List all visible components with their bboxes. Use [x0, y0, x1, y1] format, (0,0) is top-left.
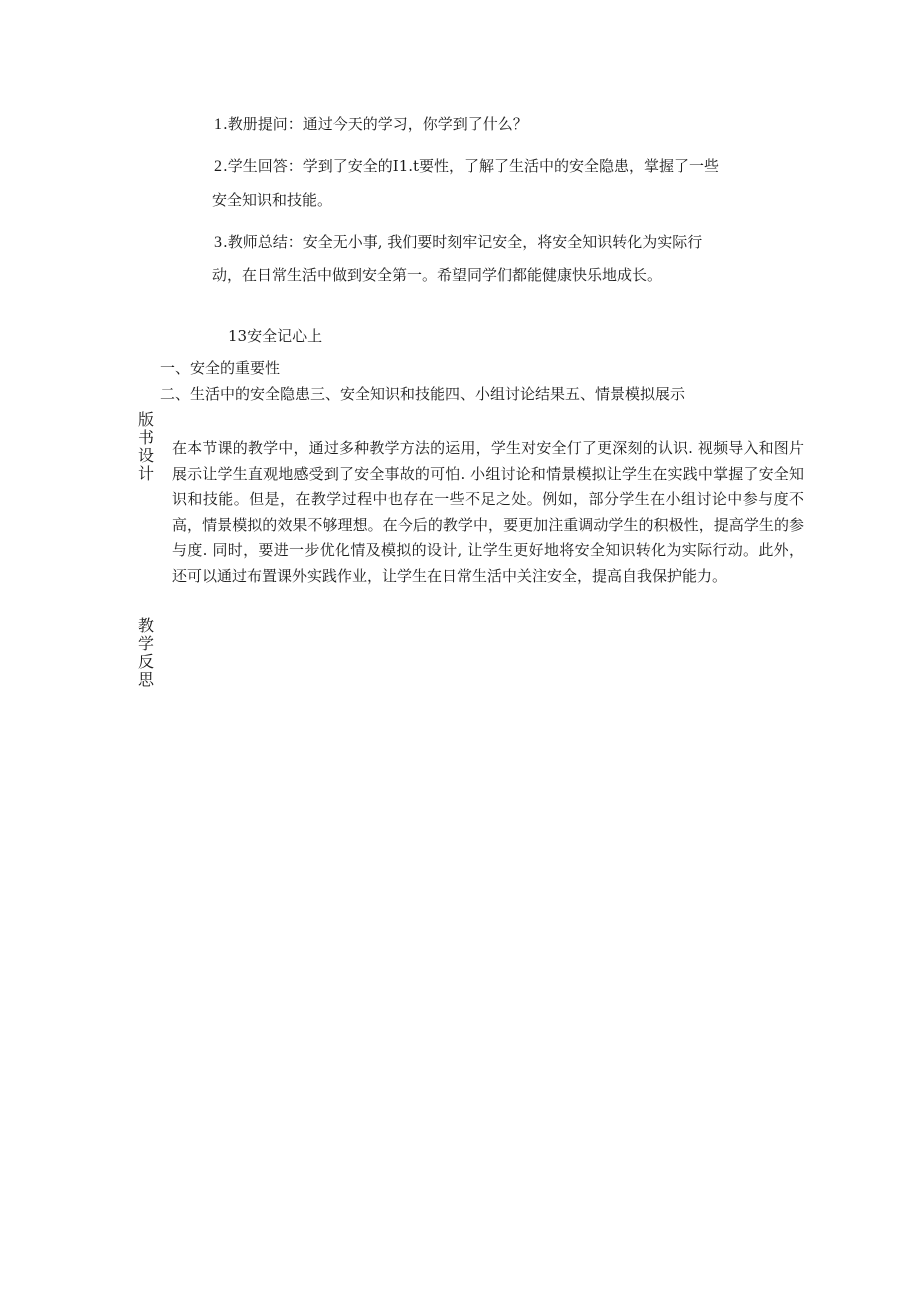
- process-item-number: 3: [214, 234, 222, 251]
- board-item-1: 一、安全的重要性: [160, 359, 281, 377]
- process-item-text: .教师总结：安全无小事, 我们要时刻牢记安全，将安全知识转化为实际行: [223, 233, 703, 251]
- process-item-text: .教册提问：通过今天的学习，你学到了什么？: [223, 115, 528, 133]
- process-item-text: .学生回答：学到了安全的I1.t要性，了解了生活中的安全隐患，掌握了一些: [223, 157, 720, 175]
- reflection-label: 教学反思: [137, 616, 154, 689]
- board-title: 13安全记心上: [228, 327, 323, 345]
- process-item-3-continuation: [212, 265, 662, 285]
- process-item-3: [214, 232, 702, 253]
- process-item-2: [214, 156, 719, 177]
- process-item-number: 1: [214, 116, 222, 133]
- process-item-1: [214, 114, 528, 135]
- reflection-text: 在本节课的教学中，通过多种教学方法的运用，学生对安全仃了更深刻的认识. 视频导入和图片展示让学生直观地感受到了安全事故的可怕. 小组讨论和情景模拟让学生在实践中掌握了安全知识和技能。但是，在教学过程中也存在一些不足之处。例如，部分学生在小组讨论中参与度不高，情景模拟的效果不够理想。在今后的教学中，要更加注重调动学生的积极性，提高学生的参与度. 同时，要进一步优化情及模拟的设计, 让学生更好地将安全知识转化为实际行动。此外，还可以通过布置课外实践作业，让学生在日常生活中关注安全，提高自我保护能力。: [172, 439, 804, 585]
- process-item-text: 动，在日常生活中做到安全第一。希望同学们都能健康快乐地成长。: [212, 266, 663, 284]
- process-item-text: 安全知识和技能。: [212, 191, 333, 209]
- board-item-2: 二、生活中的安全隐患三、安全知识和技能四、小组讨论结果五、情景模拟展示: [160, 385, 686, 403]
- process-item-number: 2: [214, 158, 222, 175]
- process-item-2-continuation: [212, 190, 332, 210]
- board-design-label: 版书设计: [137, 410, 154, 483]
